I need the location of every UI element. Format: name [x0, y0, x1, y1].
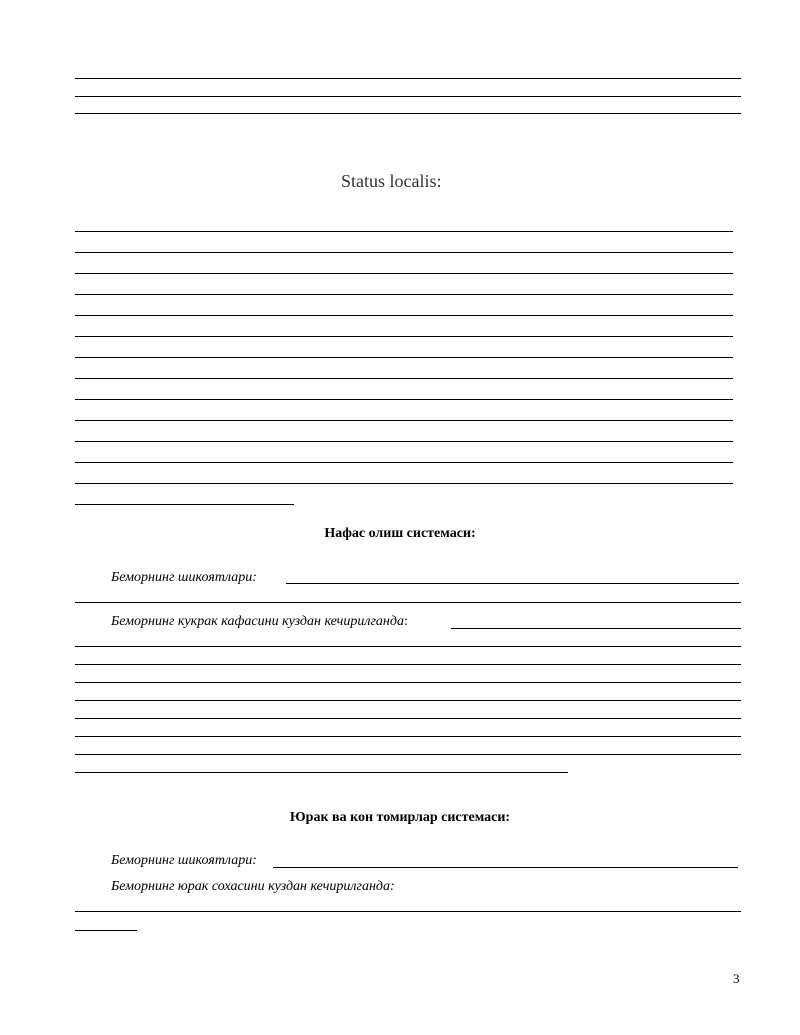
cardio-complaints-field[interactable]: [273, 867, 738, 868]
writing-line: [75, 602, 741, 603]
respiratory-complaints-field[interactable]: [286, 583, 739, 584]
page-number: 3: [733, 971, 740, 986]
respiratory-section-title: Нафас олиш системаси:: [324, 526, 476, 541]
writing-line: [75, 646, 741, 647]
writing-line: [75, 294, 733, 295]
writing-line: [75, 399, 733, 400]
writing-line: [75, 700, 741, 701]
writing-line: [75, 273, 733, 274]
cardio-section-title: Юрак ва кон томирлар системаси:: [289, 810, 511, 825]
writing-line: [75, 231, 733, 232]
writing-line: [75, 78, 741, 79]
writing-line: [75, 420, 733, 421]
writing-line: [75, 441, 733, 442]
chest-exam-label: [111, 614, 408, 630]
chest-exam-colon: :: [403, 614, 408, 629]
writing-line: [75, 682, 741, 683]
writing-line: [75, 483, 733, 484]
writing-line-short: [75, 772, 568, 773]
writing-line: [75, 336, 733, 337]
writing-line: [75, 357, 733, 358]
writing-line: [75, 754, 741, 755]
writing-line: [75, 252, 733, 253]
writing-line: [75, 113, 741, 114]
heart-exam-label: Беморнинг юрак сохасини куздан кечирилганда:: [111, 879, 395, 894]
writing-line-short: [75, 930, 137, 931]
respiratory-complaints-label: Беморнинг шикоятлари:: [111, 570, 257, 585]
chest-exam-field[interactable]: [451, 628, 741, 629]
chest-exam-label-text: Беморнинг кукрак кафасини куздан кечирилганда: [111, 614, 404, 629]
writing-line: [75, 462, 733, 463]
writing-line: [75, 315, 733, 316]
writing-line: [75, 664, 741, 665]
writing-line: [75, 911, 741, 912]
cardio-complaints-label: Беморнинг шикоятлари:: [111, 853, 257, 868]
writing-line: [75, 736, 741, 737]
status-localis-heading: Status localis:: [341, 171, 442, 191]
writing-line: [75, 718, 741, 719]
writing-line-short: [75, 504, 294, 505]
writing-line: [75, 96, 741, 97]
writing-line: [75, 378, 733, 379]
